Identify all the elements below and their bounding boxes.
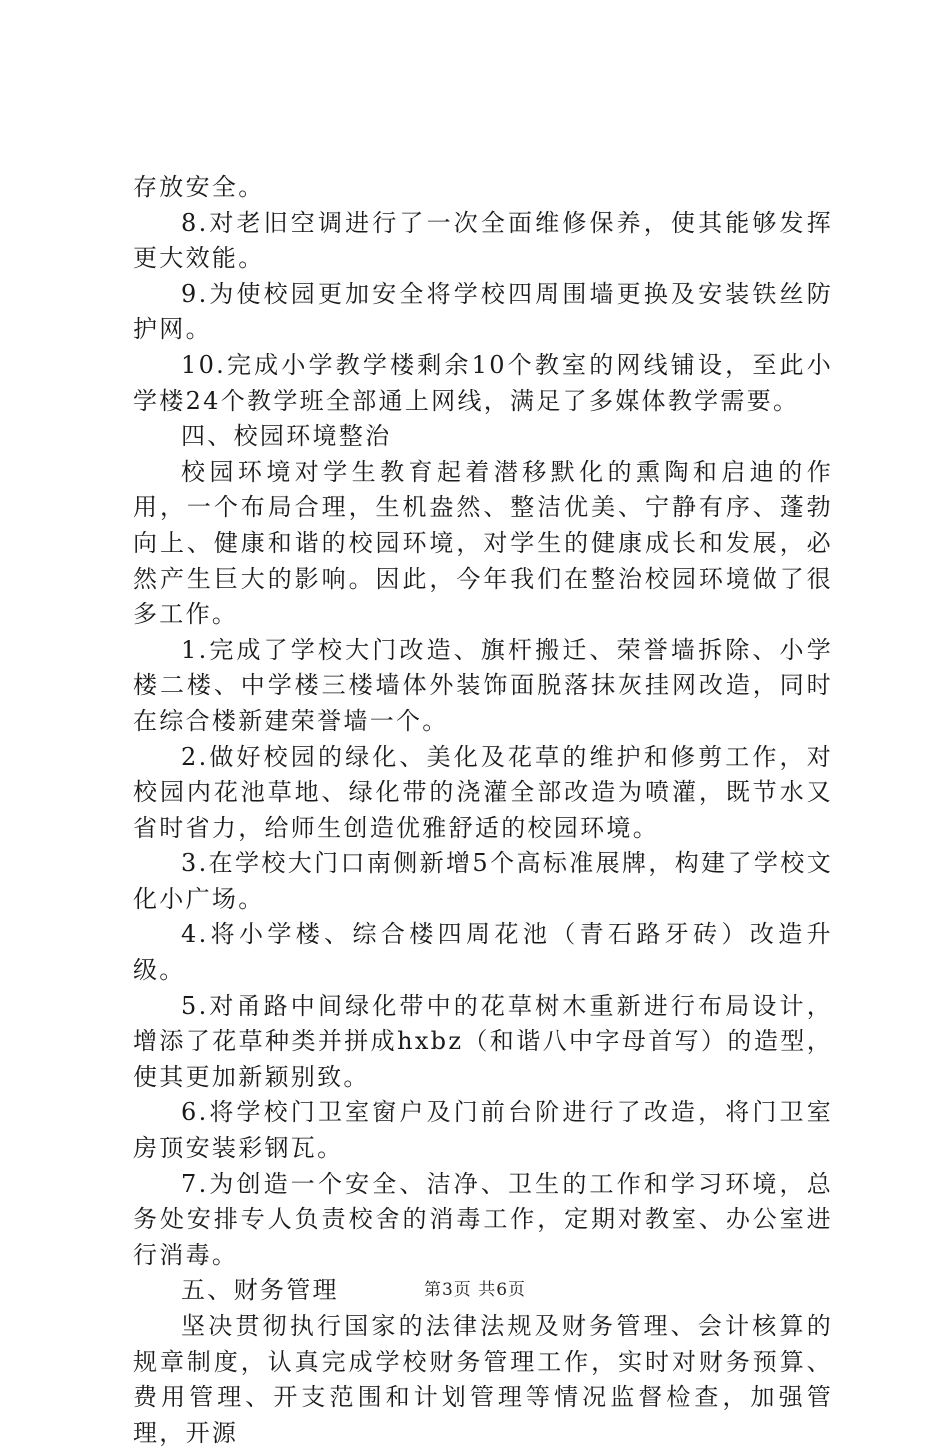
env-list-item-1: 1.完成了学校大门改造、旗杆搬迁、荣誉墙拆除、小学楼二楼、中学楼三楼墙体外装饰面脱落抹灰挂网改造，同时在综合楼新建荣誉墙一个。 bbox=[133, 635, 833, 735]
env-list-item-5: 5.对甬路中间绿化带中的花草树木重新进行布局设计，增添了花草种类并拼成hxbz（和谐八中字母首写）的造型，使其更加新颖别致。 bbox=[133, 991, 833, 1091]
paragraph-continuation: 存放安全。 bbox=[133, 173, 265, 201]
env-list-item-3: 3.在学校大门口南侧新增5个高标准展牌，构建了学校文化小广场。 bbox=[133, 849, 833, 913]
env-list-item-2: 2.做好校园的绿化、美化及花草的维护和修剪工作，对校园内花池草地、绿化带的浇灌全部改造为喷灌，既节水又省时省力，给师生创造优雅舒适的校园环境。 bbox=[133, 742, 833, 842]
list-item-10: 10.完成小学教学楼剩余10个教室的网线铺设，至此小学楼24个教学班全部通上网线，满足了多媒体教学需要。 bbox=[133, 350, 833, 415]
document-body bbox=[133, 170, 833, 1451]
section-heading-finance: 五、财务管理 bbox=[181, 1276, 339, 1305]
section-intro-paragraph: 校园环境对学生教育起着潜移默化的熏陶和启迪的作用，一个布局合理，生机盎然、整洁优美、宁静有序、蓬勃向上、健康和谐的校园环境，对学生的健康成长和发展，必然产生巨大的影响。因此，今年我们在整治校园环境做了很多工作。 bbox=[133, 457, 833, 629]
page-number-footer: 第3页 共6页 bbox=[423, 1280, 527, 1300]
env-list-item-4: 4.将小学楼、综合楼四周花池（青石路牙砖）改造升级。 bbox=[133, 920, 833, 985]
env-list-item-7: 7.为创造一个安全、洁净、卫生的工作和学习环境，总务处安排专人负责校舍的消毒工作，定期对教室、办公室进行消毒。 bbox=[133, 1169, 833, 1269]
list-item-9: 9.为使校园更加安全将学校四周围墙更换及安装铁丝防护网。 bbox=[133, 279, 833, 344]
section-heading-campus-environment: 四、校园环境整治 bbox=[181, 422, 392, 451]
list-item-8: 8.对老旧空调进行了一次全面维修保养，使其能够发挥更大效能。 bbox=[133, 208, 833, 273]
env-list-item-6: 6.将学校门卫室窗户及门前台阶进行了改造，将门卫室房顶安装彩钢瓦。 bbox=[133, 1098, 833, 1163]
finance-paragraph: 坚决贯彻执行国家的法律法规及财务管理、会计核算的规章制度，认真完成学校财务管理工作，实时对财务预算、费用管理、开支范围和计划管理等情况监督检查，加强管理，开源 bbox=[133, 1312, 833, 1447]
